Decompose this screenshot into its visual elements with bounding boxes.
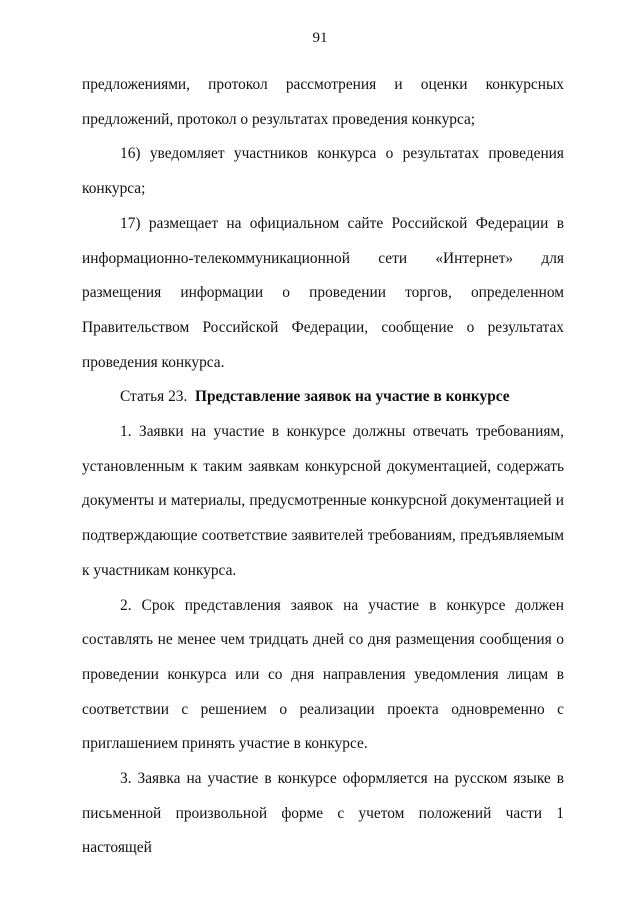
paragraph-item-17: 17) размещает на официальном сайте Российской Федерации в информационно-телекоммуникационной сети «Интернет» для размещения информации о проведении торгов, определенном Правительством Российской Федерации, сообщение о результатах проведения конкурса. — [82, 214, 564, 371]
document-body — [82, 68, 564, 866]
paragraph-part-1: 1. Заявки на участие в конкурсе должны отвечать требованиям, установленным к таким заявкам конкурсной документацией, содержать документы и материалы, предусмотренные конкурсной документацией и подтверждающие соответствие заявителей требованиям, предъявляемым к участникам конкурса. — [82, 423, 564, 579]
paragraph-item-16: 16) уведомляет участников конкурса о результатах проведения конкурса; — [82, 145, 564, 198]
article-heading — [82, 380, 564, 415]
article-title: Представление заявок на участие в конкурсе — [195, 388, 510, 406]
paragraph-part-2: 2. Срок представления заявок на участие в конкурсе должен составлять не менее чем тридцать дней со дня размещения сообщения о проведении конкурса или со дня направления уведомления лицам в соответствии с решением о реализации проекта одновременно с приглашением принять участие в конкурсе. — [82, 596, 564, 753]
paragraph-continuation: предложениями, протокол рассмотрения и оценки конкурсных предложений, протокол о результатах проведения конкурса; — [82, 76, 564, 128]
paragraph-part-3: 3. Заявка на участие в конкурсе оформляется на русском языке в письменной произвольной форме с учетом положений части 1 настоящей — [82, 770, 564, 857]
article-label: Статья 23. — [120, 388, 188, 406]
page-number: 91 — [312, 30, 328, 46]
